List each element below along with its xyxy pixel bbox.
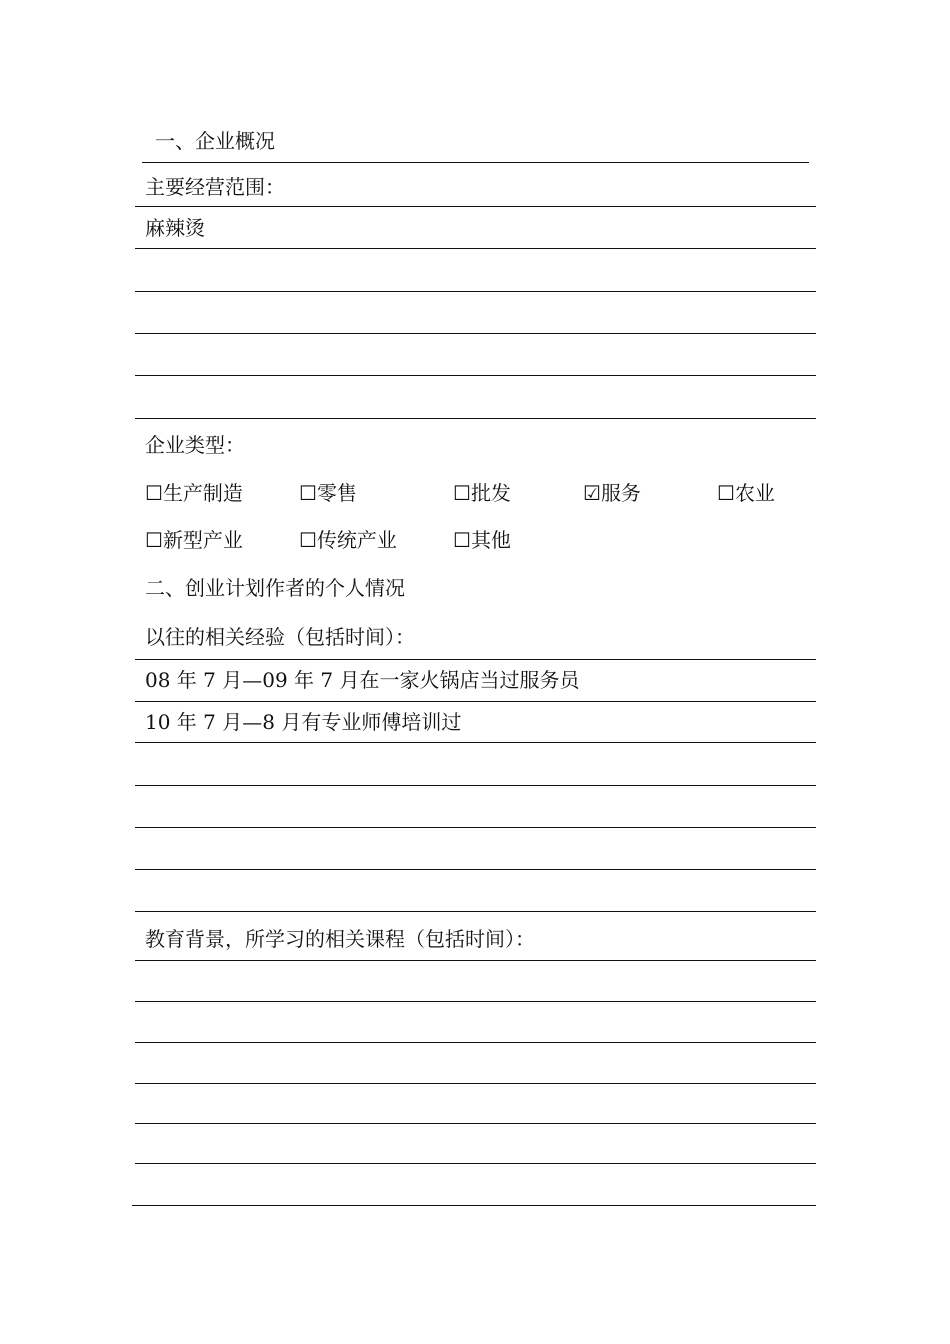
form-line [135,333,816,334]
education-label: 教育背景，所学习的相关课程（包括时间）： [145,927,535,951]
form-line [135,911,816,912]
form-line [135,659,816,660]
checkbox-label: 零售 [316,481,357,505]
checkbox-label: 批发 [470,481,511,505]
checkbox-label: 新型产业 [162,528,243,552]
form-line [135,1083,816,1084]
unchecked-box-icon: ☐ [145,528,163,552]
checkbox-agriculture[interactable] [717,481,775,505]
form-line [135,1042,816,1043]
form-line [135,375,816,376]
form-line [135,869,816,870]
form-line [135,1123,816,1124]
heading-underline [142,162,809,163]
form-line [135,960,816,961]
unchecked-box-icon: ☐ [145,481,163,505]
form-line [135,418,816,419]
checkbox-label: 农业 [734,481,775,505]
form-line [135,827,816,828]
checkbox-manufacturing[interactable] [145,481,243,505]
checkbox-label: 生产制造 [162,481,243,505]
checkbox-label: 其他 [470,528,511,552]
unchecked-box-icon: ☐ [299,528,317,552]
checkbox-other[interactable] [453,528,511,552]
form-line [135,206,816,207]
checkbox-new-industry[interactable] [145,528,243,552]
business-scope-value[interactable]: 麻辣烫 [145,216,205,240]
checkbox-label: 传统产业 [316,528,397,552]
form-line [135,742,816,743]
form-line [135,785,816,786]
form-line [135,1001,816,1002]
checkbox-wholesale[interactable] [453,481,511,505]
form-line [135,1163,816,1164]
business-scope-label: 主要经营范围： [145,175,285,199]
form-line [135,291,816,292]
unchecked-box-icon: ☐ [717,481,735,505]
checked-box-icon: ☑ [583,481,601,505]
checkbox-label: 服务 [600,481,641,505]
unchecked-box-icon: ☐ [453,528,471,552]
form-line [135,248,816,249]
checkbox-traditional-industry[interactable] [299,528,397,552]
section-heading-personal: 二、创业计划作者的个人情况 [145,576,405,600]
business-type-label: 企业类型： [145,433,245,457]
experience-entry[interactable]: 08 年 7 月—09 年 7 月在一家火锅店当过服务员 [145,668,580,692]
form-line [135,701,816,702]
unchecked-box-icon: ☐ [453,481,471,505]
section-heading-overview: 一、企业概况 [155,129,275,153]
experience-label: 以往的相关经验（包括时间）： [145,625,415,649]
experience-entry[interactable]: 10 年 7 月—8 月有专业师傅培训过 [145,710,462,734]
checkbox-service[interactable] [583,481,641,505]
form-line [132,1205,816,1206]
checkbox-retail[interactable] [299,481,357,505]
unchecked-box-icon: ☐ [299,481,317,505]
